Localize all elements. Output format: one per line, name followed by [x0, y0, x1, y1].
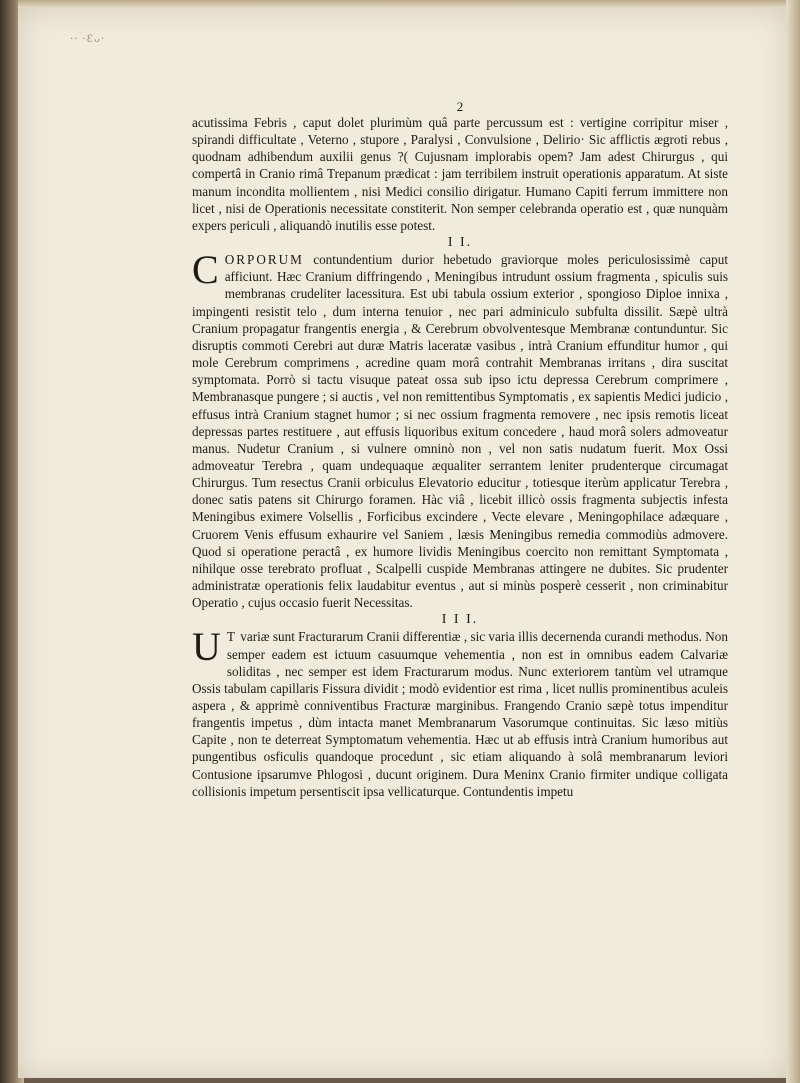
section-2-text: contundentium durior hebetudo graviorque moles periculosissimè caput afficiunt. Hæc Cranium diffringendo , Meningibus intrudunt ossium fragmenta , spiculis suis membranas crudeliter lacessitura. Est ubi tabula ossium exterior , spongioso Diploe innixa , impingenti resistit telo , dum interna tenuior , nec pari adminiculo subfulta dissilit. Sæpè ultrà Cranium propagatur frangentis energia , & Cerebrum obvolventesque Membranæ contunduntur. Sic disruptis commoti Cerebri aut duræ Matris laceratæ vasibus , intrà Cranium effunditur humor , qui mole Cerebrum comprimens , acredine quam morâ contrahit Membranas irritans , dira suscitat symptomata. Porrò si tactu visuque pateat ossa sub ipso ictu depressa Cerebrum comprimere , Membranasque pungere ; si auctis , vel non remittentibus Symptomatis , ex sapientis Medici judicio , effusus intrà Cranium stagnet humor ; si nec ossium fragmenta removere , nec ipsis remotis liceat depressas partes restituere , aut effusis liquoribus exitum concedere , haud morâ solers admoveatur manus. Nudetur Cranium , si vulnere omninò non , vel non satis nudatum fuerit. Mox Ossi admoveatur Terebra , quam undequaque æqualiter serrantem leniter prudenterque circumagat Chirurgus. Tum resectus Cranii orbiculus Elevatorio educitur , totiesque iterùm applicatur Terebra , donec satis patens sit Chirurgo foramen. Hàc viâ , licebit illicò ossis fragmenta subjectis infesta Meningibus eximere Volsellis , Forficibus excindere , Vecte elevare , Meningophilace adæquare , Cruorem Venis effusum exhaurire vel Saniem , læsis Meningibus remedia commodiùs admovere. Quod si operatione peractâ , ex humore lividis Meningibus coercito non remittant Symptomata , nihilque osse terebrato profluat , Scalpelli cuspide Membranas attingere ne dubites. Sic prudenter administratæ operationis felix laudabitur eventus , aut si minùs posperè cesserit , non criminabitur Operatio , cujus occasio fuerit Necessitas. — [192, 252, 728, 611]
section-3-lead: T — [226, 629, 237, 645]
paragraph-1 — [192, 114, 728, 234]
section-2-lead: ORPORUM — [224, 252, 304, 268]
section-2-number: I I. — [447, 235, 473, 251]
section-3-text: variæ sunt Fracturarum Cranii differentiæ , sic varia illis decernenda curandi methodus. Non semper eadem est ictuum casuumque vehementia , non est in omnibus eadem Calvariæ soliditas , nec semper est idem Fracturarum modus. Nunc exteriorem tantùm vel utramque Ossis tabulam capillaris Fissura dividit ; modò evidentior est rima , licet nullis prominentibus aculeis aspera , & apprimè conniventibus Fracturæ marginibus. Frangendo Cranio sæpè totus impenditur frangentis impetus , dùm intacta manet Membranarum Vasorumque continuitas. Sic læso mitiùs Capite , non te deterreat Symptomatum vehementia. Hæc ut ab effusis intrà Cranium humoribus aut pungentibus osficulis quandoque procedunt , sic etiam aliquando à solâ membranarum leviori Contusione ipsarumve Phlogosi , ducunt originem. Dura Meninx Cranio firmiter undique colligata collisionis impetum persentiscit ipsa vellicaturque. Contundentis impetu — [192, 629, 728, 799]
page-right-edge — [786, 0, 800, 1083]
page-number: 2 — [456, 99, 464, 114]
page-text-block — [192, 100, 728, 800]
section-3-dropcap: U — [192, 624, 221, 670]
section-2 — [192, 247, 728, 611]
section-2-dropcap: C — [192, 247, 219, 293]
corner-mark: ·· ·Ɛᴗ· — [70, 34, 106, 45]
section-3-number: I I I. — [441, 612, 479, 628]
paragraph-1-text: acutissima Febris , caput dolet plurimùm quâ parte percussum est : vertigine corripitur miser , spirandi difficultate , Veterno , stupore , Paralysi , Convulsione , Delirio· Sic afflictis ægroti rebus , quodnam adhibendum auxilii genus ?( Cujusnam implorabis opem? Jam adest Chirurgus , qui compertâ in Cranio rimâ Trepanum prædicat : jam terribilem instruit operationis apparatum. At siste manum incondita mollientem , nisi Medici consilio dirigatur. Humano Capiti ferrum immittere non licet , nisi de Operationis necessitate constiterit. Non semper celebranda operatio est , quæ nunquàm expers periculi , aliquandò inutilis esse potest. — [192, 115, 728, 233]
section-3 — [192, 624, 728, 800]
